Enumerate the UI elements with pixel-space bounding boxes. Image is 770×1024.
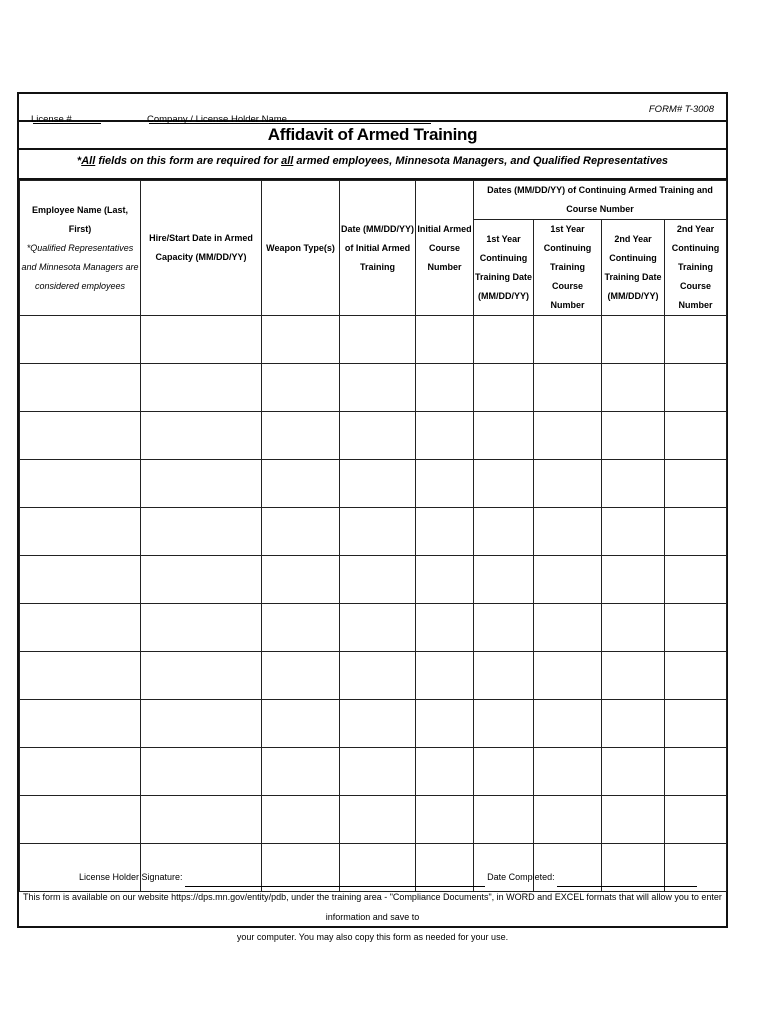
table-cell[interactable] [141,652,262,700]
table-cell[interactable] [340,412,416,460]
table-cell[interactable] [141,508,262,556]
table-cell[interactable] [474,412,534,460]
table-cell[interactable] [534,508,602,556]
employee-note: *Qualified Representatives and Minnesota Managers are considered employees [21,242,139,291]
table-row [20,412,727,460]
table-cell[interactable] [602,700,665,748]
table-cell[interactable] [665,508,727,556]
table-cell[interactable] [665,556,727,604]
table-cell[interactable] [416,460,474,508]
table-cell[interactable] [602,412,665,460]
table-cell[interactable] [20,460,141,508]
table-cell[interactable] [141,364,262,412]
availability-text-2: your computer. You may also copy this form as needed for your use. [236,932,509,942]
table-row [20,364,727,412]
table-cell[interactable] [602,508,665,556]
table-cell[interactable] [416,556,474,604]
table-row [20,652,727,700]
table-cell[interactable] [340,508,416,556]
table-cell[interactable] [665,604,727,652]
affidavit-form [17,92,728,942]
table-cell[interactable] [602,316,665,364]
availability-text-1: This form is available on our website https://dps.mn.gov/entity/pdb, under the training area - "Compliance Documents", in WORD and EXCEL formats that will allow you to enter information and save to [23,892,722,922]
table-cell[interactable] [534,364,602,412]
table-cell[interactable] [416,412,474,460]
company-label: Company / License Holder Name [147,114,287,125]
table-row [20,604,727,652]
form-title: Affidavit of Armed Training [19,122,726,150]
table-cell[interactable] [416,364,474,412]
table-cell[interactable] [340,604,416,652]
table-cell[interactable] [534,604,602,652]
table-cell[interactable] [474,460,534,508]
table-row [20,460,727,508]
training-table [19,180,727,892]
table-cell[interactable] [416,700,474,748]
table-cell[interactable] [262,604,340,652]
col-initial-date: Date (MM/DD/YY) of Initial Armed Training [340,181,416,316]
signature-row [19,867,726,887]
table-cell[interactable] [20,412,141,460]
col-cont-2nd-date: 2nd Year Continuing Training Date (MM/DD/YY) [602,220,665,316]
table-row [20,556,727,604]
table-cell[interactable] [602,604,665,652]
table-cell[interactable] [20,556,141,604]
form-header-bar [19,94,726,125]
table-cell[interactable] [20,748,141,796]
table-cell[interactable] [20,652,141,700]
table-cell[interactable] [416,748,474,796]
table-cell[interactable] [262,700,340,748]
table-cell[interactable] [665,652,727,700]
table-row [20,316,727,364]
table-row [20,700,727,748]
table-cell[interactable] [340,460,416,508]
table-cell[interactable] [262,460,340,508]
table-cell[interactable] [665,412,727,460]
table-cell[interactable] [474,508,534,556]
table-cell[interactable] [602,556,665,604]
date-completed-label: Date Completed: [487,872,555,882]
table-cell[interactable] [20,316,141,364]
table-row [20,748,727,796]
table-cell[interactable] [20,604,141,652]
table-cell[interactable] [262,316,340,364]
table-cell[interactable] [340,700,416,748]
table-cell[interactable] [665,748,727,796]
table-cell[interactable] [602,748,665,796]
table-cell[interactable] [416,316,474,364]
table-cell[interactable] [340,796,416,844]
table-cell[interactable] [141,700,262,748]
table-cell[interactable] [534,412,602,460]
table-row [20,796,727,844]
table-cell[interactable] [665,796,727,844]
table-cell[interactable] [474,604,534,652]
table-cell[interactable] [474,652,534,700]
col-cont-1st-date: 1st Year Continuing Training Date (MM/DD/YY) [474,220,534,316]
table-cell[interactable] [141,748,262,796]
table-cell[interactable] [262,508,340,556]
table-cell[interactable] [340,364,416,412]
table-cell[interactable] [416,604,474,652]
table-cell[interactable] [141,556,262,604]
table-cell[interactable] [474,364,534,412]
table-cell[interactable] [141,460,262,508]
table-cell[interactable] [262,556,340,604]
col-cont-1st-course: 1st Year Continuing Training Course Number [534,220,602,316]
col-initial-course: Initial Armed Course Number [416,181,474,316]
table-cell[interactable] [416,652,474,700]
table-row [20,508,727,556]
col-continuing-group: Dates (MM/DD/YY) of Continuing Armed Training and Course Number [474,181,727,220]
col-employee-name: Employee Name (Last, First) *Qualified Representatives and Minnesota Managers are considered employees [20,181,141,316]
table-cell[interactable] [534,748,602,796]
table-cell[interactable] [602,460,665,508]
date-completed-input-line[interactable] [557,877,697,887]
table-cell[interactable] [20,364,141,412]
table-cell[interactable] [141,412,262,460]
table-cell[interactable] [474,316,534,364]
table-cell[interactable] [602,652,665,700]
table-cell[interactable] [534,796,602,844]
table-body [20,316,727,892]
table-cell[interactable] [665,700,727,748]
table-cell[interactable] [262,796,340,844]
table-cell[interactable] [340,316,416,364]
table-cell[interactable] [534,460,602,508]
table-cell[interactable] [474,700,534,748]
table-cell[interactable] [20,508,141,556]
col-hire-date: Hire/Start Date in Armed Capacity (MM/DD/YY) [141,181,262,316]
form-number: FORM# T-3008 [648,104,714,115]
table-cell[interactable] [602,796,665,844]
table-cell[interactable] [474,796,534,844]
form-footer [19,867,726,947]
table-cell[interactable] [534,700,602,748]
col-cont-2nd-course: 2nd Year Continuing Training Course Number [665,220,727,316]
table-cell[interactable] [262,364,340,412]
table-cell[interactable] [141,604,262,652]
table-cell[interactable] [340,748,416,796]
table-cell[interactable] [262,748,340,796]
table-cell[interactable] [20,700,141,748]
col-weapon-type: Weapon Type(s) [262,181,340,316]
table-cell[interactable] [141,796,262,844]
table-cell[interactable] [340,652,416,700]
table-cell[interactable] [474,748,534,796]
table-cell[interactable] [262,652,340,700]
table-cell[interactable] [534,556,602,604]
signature-label: License Holder Signature: [79,872,183,882]
table-cell[interactable] [602,364,665,412]
signature-input-line[interactable] [185,877,485,887]
table-cell[interactable] [665,460,727,508]
table-cell[interactable] [262,412,340,460]
table-cell[interactable] [416,796,474,844]
table-cell[interactable] [416,508,474,556]
table-cell[interactable] [665,316,727,364]
table-cell[interactable] [20,796,141,844]
table-cell[interactable] [534,316,602,364]
table-cell[interactable] [340,556,416,604]
license-label: License # [31,114,72,125]
required-fields-note: *All fields on this form are required for all armed employees, Minnesota Managers, and Qualified Representatives [19,150,726,180]
table-cell[interactable] [665,364,727,412]
table-cell[interactable] [141,316,262,364]
table-cell[interactable] [474,556,534,604]
table-cell[interactable] [534,652,602,700]
